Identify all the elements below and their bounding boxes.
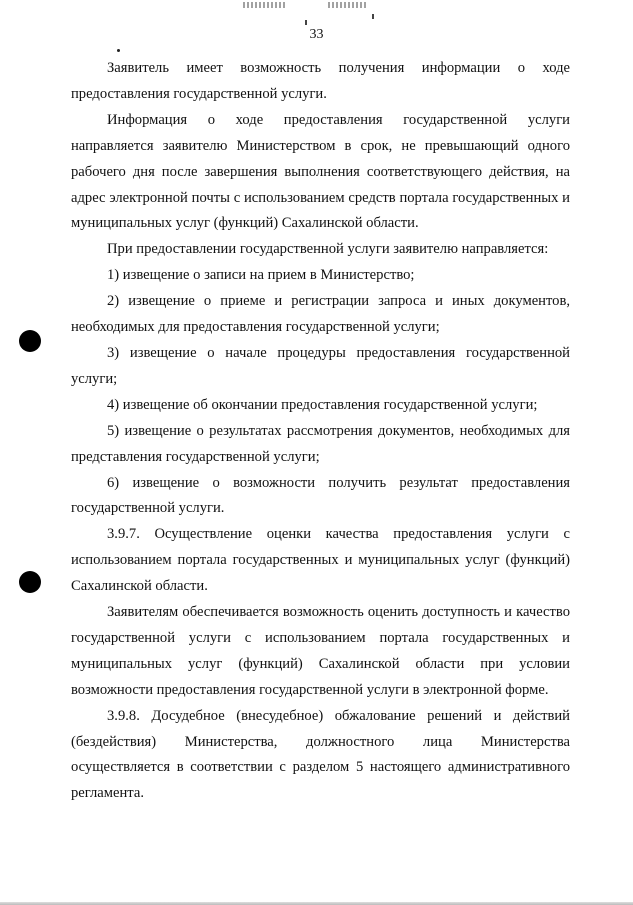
document-body — [71, 56, 570, 807]
scan-artifact — [305, 20, 307, 25]
paragraph: Информация о ходе предоставления государственной услуги направляется заявителю Министерством в срок, не превышающий одного рабочего дня после завершения выполнения соответствующего действия, на адрес электронной почты с использованием средств портала государственных и муниципальных услуг (функций) Сахалинской области. — [71, 111, 570, 232]
section-paragraph: 3.9.8. Досудебное (внесудебное) обжалование решений и действий (бездействия) Министерства, должностного лица Министерства осуществляется в соответствии с разделом 5 настоящего административного регламента. — [71, 707, 570, 802]
list-item: 2) извещение о приеме и регистрации запроса и иных документов, необходимых для предоставления государственной услуги; — [71, 293, 570, 336]
scan-artifact — [243, 2, 285, 8]
punch-hole — [19, 330, 41, 352]
scan-artifact — [117, 49, 120, 52]
paragraph: Заявителям обеспечивается возможность оценить доступность и качество государственной услуги с использованием портала государственных и муниципальных услуг (функций) Сахалинской области при условии возможности предоставления государственной услуги в электронной форме. — [71, 604, 570, 698]
section-paragraph: 3.9.7. Осуществление оценки качества предоставления услуги с использованием портала государственных и муниципальных услуг (функций) Сахалинской области. — [71, 526, 570, 595]
page-number: 33 — [309, 27, 324, 42]
paragraph: Заявитель имеет возможность получения информации о ходе предоставления государственной услуги. — [71, 60, 570, 102]
list-item: 4) извещение об окончании предоставления государственной услуги; — [107, 396, 538, 413]
scan-artifact — [328, 2, 368, 8]
scan-artifact — [372, 14, 374, 19]
list-item: 1) извещение о записи на прием в Министерство; — [107, 267, 415, 284]
list-item: 3) извещение о начале процедуры предоставления государственной услуги; — [71, 344, 570, 387]
punch-hole — [19, 571, 41, 593]
paragraph: При предоставлении государственной услуги заявителю направляется: — [107, 241, 549, 258]
list-item: 6) извещение о возможности получить результат предоставления государственной услуги. — [71, 474, 570, 517]
list-item: 5) извещение о результатах рассмотрения документов, необходимых для представления государственной услуги; — [71, 422, 570, 465]
